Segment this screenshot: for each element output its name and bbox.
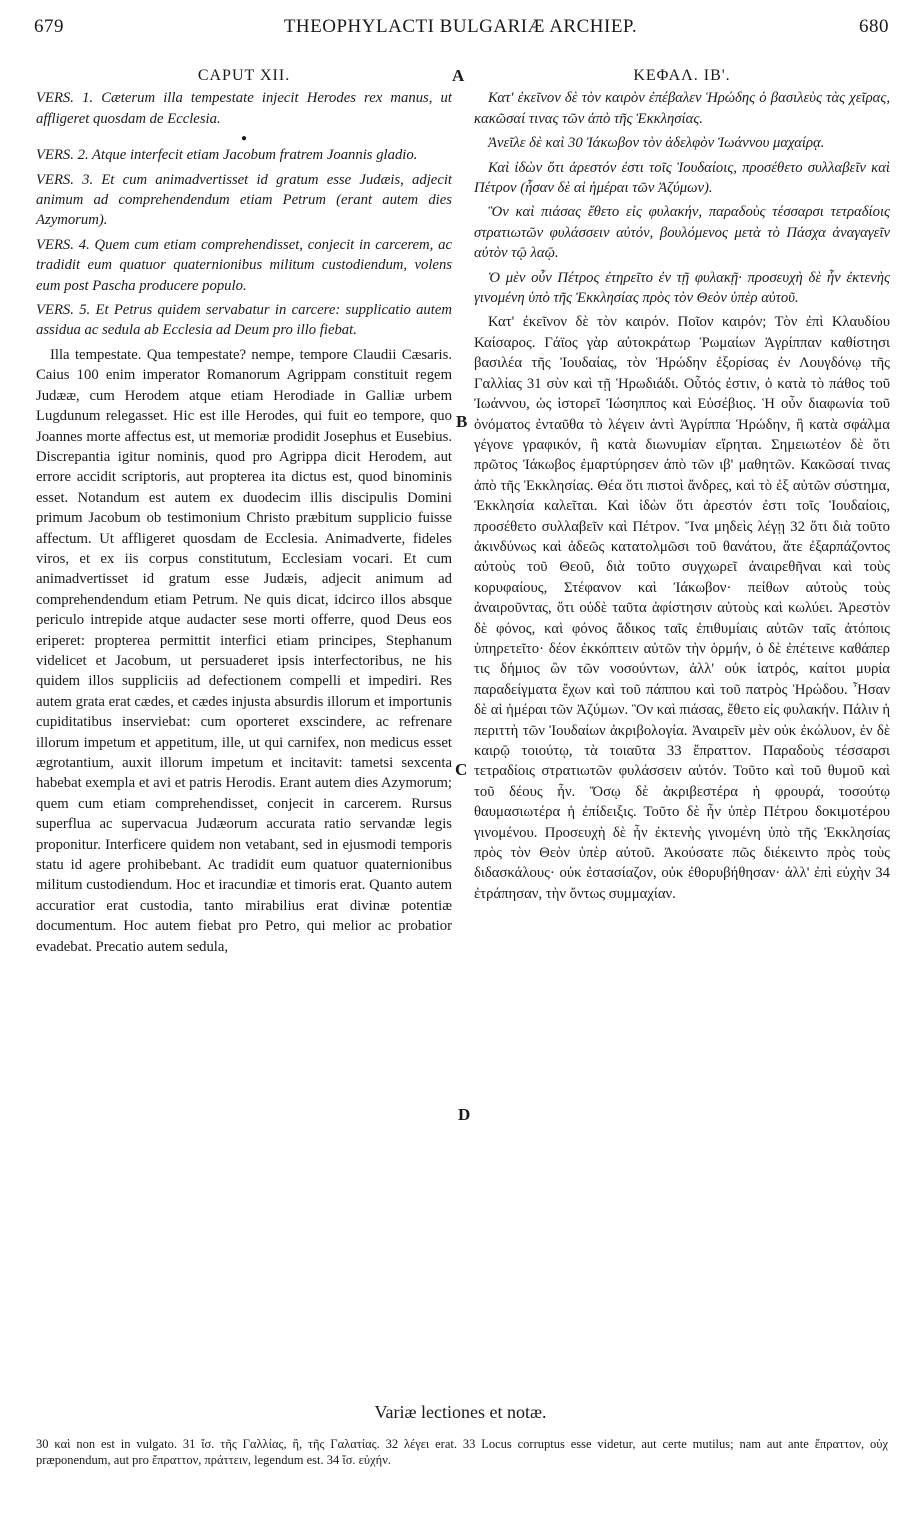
latin-verse-3: VERS. 3. Et cum animadvertisset id gratum esse Judæis, adjecit animum ad comprehendendum etiam Petrum (erant autem dies Azymorum). bbox=[36, 171, 452, 229]
running-title: THEOPHYLACTI BULGARIÆ ARCHIEP. bbox=[283, 16, 638, 37]
latin-verse-1: VERS. 1. Cæterum illa tempestate injecit Herodes rex manus, ut affligeret quosdam de Ecclesia. bbox=[36, 90, 452, 127]
separator-dot: ● bbox=[240, 133, 248, 145]
greek-verse-2: Ἀνεῖλε δὲ καὶ 30 Ἰάκωβον τὸν ἀδελφὸν Ἰωάννου μαχαίρᾳ. bbox=[488, 135, 825, 152]
page-number-right: 680 bbox=[859, 16, 889, 37]
notes-heading: Variæ lectiones et notæ. bbox=[374, 1402, 547, 1422]
greek-verse-4: Ὃν καὶ πιάσας ἔθετο εἰς φυλακήν, παραδοὺς τέσσαρσι τετραδίοις στρατιωτῶν φυλάσσειν αὐτόν, βουλόμενος μετὰ τὸ Πάσχα ἀναγαγεῖν αὐτὸν τῷ λαῷ. bbox=[474, 204, 890, 262]
greek-column bbox=[474, 66, 890, 908]
margin-letter-a: A bbox=[452, 66, 465, 85]
latin-verse-4: VERS. 4. Quem cum etiam comprehendisset, conjecit in carcerem, ac tradidit eum quatuor quaternionibus militum custodiendum, volens eum post Pascha producere populo. bbox=[36, 236, 452, 294]
latin-verse-5: VERS. 5. Et Petrus quidem servabatur in carcere: supplicatio autem assidua ac sedula ab Ecclesia ad Deum pro illo fiebat. bbox=[36, 302, 452, 339]
margin-letter-b: B bbox=[456, 412, 468, 431]
greek-chapter-heading: ΚΕΦΑΛ. ΙΒ'. bbox=[633, 67, 731, 84]
greek-verse-5: Ὁ μὲν οὖν Πέτρος ἐτηρεῖτο ἐν τῇ φυλακῇ· προσευχὴ δὲ ἦν ἐκτενὴς γινομένη ὑπὸ τῆς Ἐκκλησίας πρὸς τὸν Θεὸν ὑπὲρ αὐτοῦ. bbox=[474, 269, 890, 307]
greek-verse-1: Κατ' ἐκεῖνον δὲ τὸν καιρὸν ἐπέβαλεν Ἡρώδης ὁ βασιλεὺς τὰς χεῖρας, κακῶσαί τινας τῶν ἀπὸ τῆς Ἐκκλησίας. bbox=[474, 90, 890, 127]
latin-commentary: Illa tempestate. Qua tempestate? nempe, tempore Claudii Cæsaris. Caius 100 enim imperator Romanorum Agrippam constituit regem Judææ, cum Herodem atque etiam Herodiade in Galliæ urbem Lugdunum relegasset. Hic est ille Herodes, qui fuit eo tempore, quo Joannes morte affectus est, ut memoriæ prodidit Josephus et Eusebius. Discrepantia igitur nominis, quod pro Agrippa dicit Herodem, aut errore accidit scriptoris, aut propterea ita dictus est, quod binominis esset. Notandum est autem ex duodecim illis discipulis Domini primum Jacobum ob testimonium Christo præbitum supplicio fuisse affectum. Ut affligeret quosdam de Ecclesia. Animadverte, fideles viros, et ex iis corpus constitutum, Ecclesiam vocari. Et cum animadvertisset id gratum esse Judæis, adjecit animum ad comprehendendum etiam Petrum. Ne quis dicat, idcirco illos absque periculo intrepide atque audacter sese morti offerre, quod Deus eos eriperet: propterea permittit interfici etiam principes, Stephanum videlicet et Jacobum, ut persuaderet ipsis interfectoribus, ne his quidem illos suppliciis ad defectionem compelli et impediri. Res autem grata erat cædes, et cædes injusta absurdis illorum et importunis cupiditatibus inserviebat: cum oporteret exscindere, ac refrenare illorum impetum et appetitum, ille, ut qui carnifex, non medicus esset ægrotantium, auxit illorum impetum et incitavit: tametsi sexcenta habebat exempla et avi et patris Herodis. Erant autem dies Azymorum; quem cum etiam comprehendisset, conjecit in carcerem. Rursus superflua ac supervacua Judæorum accurata ratio servandæ legis proponitur. Interficere quidem non vetabant, sed in ejusmodi temporis statu id agere prohibebant. Ac tradidit eum quatuor quaternionibus militum custodiendum. Hoc et iracundiæ et timoris erat. Quanto autem accuratior erat custodia, tanto mirabilius erat divinæ potentiæ documentum. Hoc autem fiebat pro Petro, qui melior ac probatior evadebat. Precatio autem sedula, bbox=[36, 346, 452, 955]
notes-text: 30 καὶ non est in vulgato. 31 ἴσ. τῆς Γαλλίας, ἢ, τῆς Γαλατίας. 32 λέγει erat. 33 Locus corruptus esse videtur, aut certe mutilus; nam aut ante ἔπραττον, οὐχ præponendum, aut pro ἔπραττον, πράττειν, legendum est. 34 ἴσ. εὐχήν. bbox=[36, 1437, 888, 1467]
greek-verse-3: Καὶ ἰδὼν ὅτι ἀρεστόν ἐστι τοῖς Ἰουδαίοις, προσέθετο συλλαβεῖν καὶ Πέτρον (ἦσαν δὲ αἱ ἡμέραι τῶν Ἀζύμων). bbox=[474, 159, 890, 197]
page-number-left: 679 bbox=[34, 16, 64, 37]
latin-column bbox=[36, 66, 452, 961]
latin-verse-2: VERS. 2. Atque interfecit etiam Jacobum fratrem Joannis gladio. bbox=[36, 147, 418, 164]
greek-commentary: Κατ' ἐκεῖνον δὲ τὸν καιρόν. Ποῖον καιρόν; Τὸν ἐπὶ Κλαυδίου Καίσαρος. Γάϊος γὰρ αὐτοκράτωρ Ῥωμαίων Ἀγρίππαν καθίστησι βασιλέα τῆς Ἰουδαίας, τὸν Ἡρώδην ἐξορίσας ἐν Λουγδόνῳ τῆς Γαλλίας 31 σὺν καὶ τῇ Ἡρωδιάδι. Οὗτός ἐστιν, ὁ κατὰ τὸ πάθος τοῦ Ἰωάννου, ὡς ἱστορεῖ Ἰώσηππος καὶ Εὐσέβιος. Ἡ οὖν διαφωνία τοῦ ὀνόματος ἐνταῦθα τὸ λέγειν ἀντὶ Ἀγρίππα Ἡρώδην, ἢ κατὰ σφάλμα γέγονε γραφικόν, ἢ κατὰ διωνυμίαν εἴρηται. Σημειωτέον δὲ ὅτι πρῶτος Ἰάκωβος ἐμαρτύρησεν ἀπὸ τῶν ιβ' μαθητῶν. Κακῶσαί τινας ἀπὸ τῆς Ἐκκλησίας. Θέα ὅτι πιστοὶ ἄνδρες, καὶ τὸ ἐξ αὐτῶν σύστημα, Ἐκκλησία καλεῖται. Καὶ ἰδὼν ὅτι ἀρεστόν ἐστι τοῖς Ἰουδαίοις, προσέθετο συλλαβεῖν καὶ Πέτρον. Ἵνα μηδεὶς λέγῃ 32 ὅτι διὰ τοῦτο ἀκινδύνως καὶ ἀδεῶς κατατολμῶσι τοῦ θανάτου, ἅτε ἐξαρπάζοντος αὐτοὺς τοῦ Θεοῦ, διὰ τοῦτο συγχωρεῖ ἀναιρεθῆναι καὶ τοὺς κορυφαίους, Στέφανον καὶ Ἰάκωβον· πείθων αὐτοὺς τοὺς ἀναιροῦντας, ὅτι οὐδὲ ταῦτα ἀφίστησιν αὐτοὺς καὶ κωλύει. Ἀρεστὸν δὲ φόνος, καὶ φόνος ἄδικος ταῖς ἐπιθυμίαις αὐτῶν ταῖς ἀτόποις ὑπηρετεῖτο· δέον ἐκκόπτειν αὐτῶν τὴν ὁρμήν, ὁ δὲ ἐπέτεινε καθάπερ τις δήμιος ὢν τῶν νοσούντων, ἀλλ' οὐκ ἰατρός, καίτοι μυρία παραδείγματα ἔχων καὶ τοῦ πάππου καὶ τοῦ πατρὸς Ἡρώδου. Ἦσαν δὲ αἱ ἡμέραι τῶν Ἀζύμων. Ὃν καὶ πιάσας, ἔθετο εἰς φυλακήν. Πάλιν ἡ περιττὴ τῶν Ἰουδαίων ἀκριβολογία. Ἀναιρεῖν μὲν οὐκ ἐκώλυον, ἐν δὲ καιρῷ τοιούτῳ, τὰ τοιαῦτα 33 ἔπραττον. Παραδοὺς τέσσαρσι τετραδίοις στρατιωτῶν φυλάσσειν αὐτόν. Τοῦτο καὶ τοῦ θυμοῦ καὶ τοῦ δέους ἦν. Ὅσῳ δὲ ἀκριβεστέρα ἡ φρουρά, τοσούτῳ θαυμασιωτέρα ἡ ἐπίδειξις. Τοῦτο δὲ ἦν ὑπὲρ Πέτρου δοκιμοτέρου γινομένου. Προσευχὴ δὲ ἦν ἐκτενὴς γινομένη ὑπὸ τῆς Ἐκκλησίας πρὸς τὸν Θεὸν ὑπὲρ αὐτοῦ. Ἀκούσατε πῶς διέκειντο πρὸς τοὺς διδασκάλους· οὐκ ἐστασίαζον, οὐκ ἐθορυβήθησαν· ἀλλ' ἐπὶ εὐχὴν 34 ἐτράπησαν, τὴν ὄντως συμμαχίαν. bbox=[474, 314, 890, 902]
margin-letter-c: C bbox=[455, 760, 468, 779]
latin-chapter-heading: CAPUT XII. bbox=[197, 67, 291, 84]
margin-letter-d: D bbox=[458, 1105, 471, 1124]
